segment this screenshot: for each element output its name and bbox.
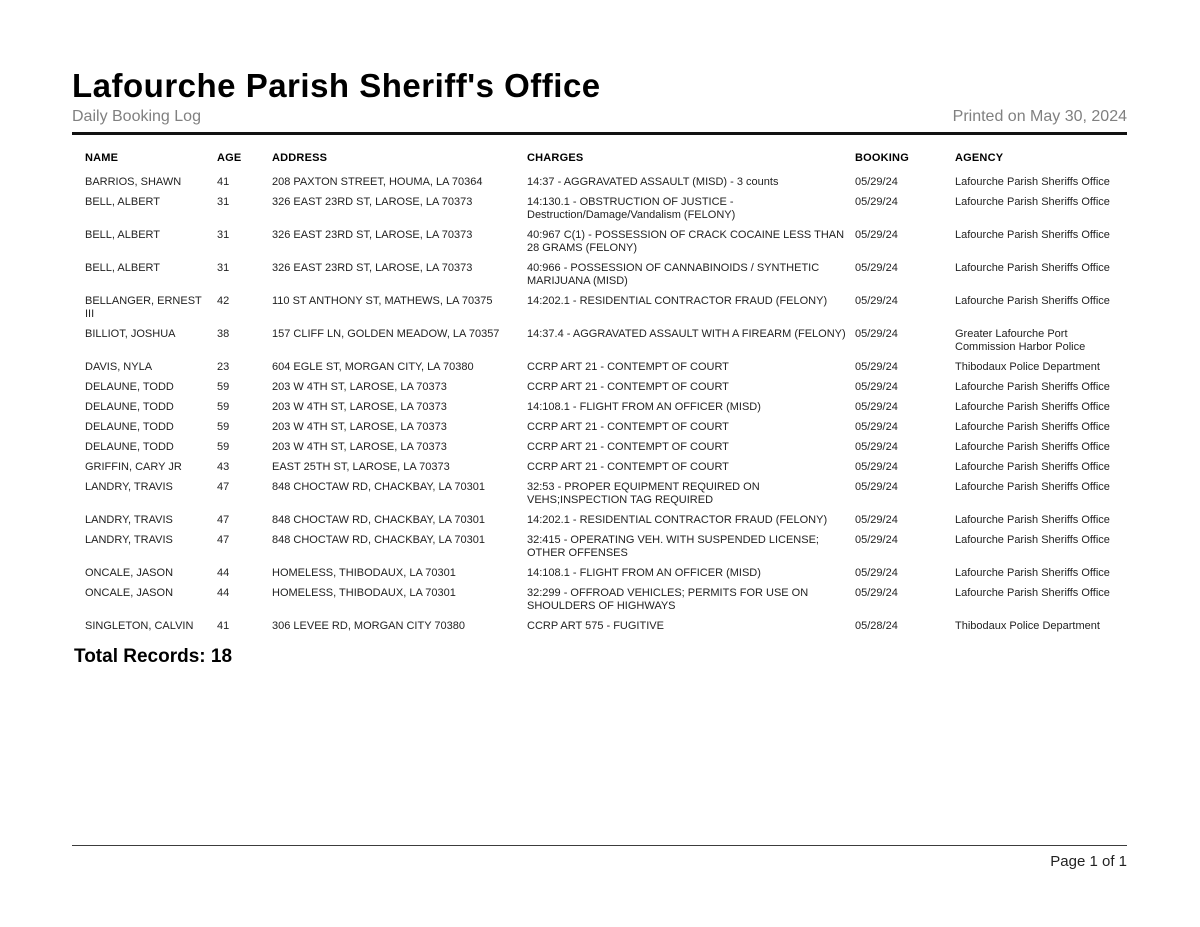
cell-address: 848 CHOCTAW RD, CHACKBAY, LA 70301 — [272, 481, 485, 494]
cell-booking: 05/29/24 — [855, 401, 898, 414]
cell-agency: Lafourche Parish Sheriffs Office — [955, 295, 1110, 308]
cell-name: BELL, ALBERT — [85, 229, 161, 242]
cell-agency: Thibodaux Police Department — [955, 361, 1100, 374]
cell-charges: CCRP ART 21 - CONTEMPT OF COURT — [527, 441, 729, 454]
cell-name: GRIFFIN, CARY JR — [85, 461, 182, 474]
cell-age: 59 — [217, 421, 230, 434]
cell-booking: 05/29/24 — [855, 421, 898, 434]
printed-date: Printed on May 30, 2024 — [952, 107, 1127, 125]
cell-age: 41 — [217, 176, 230, 189]
cell-charges: 14:37 - AGGRAVATED ASSAULT (MISD) - 3 counts — [527, 176, 779, 189]
column-header-agency: AGENCY — [955, 152, 1004, 165]
cell-agency: Lafourche Parish Sheriffs Office — [955, 381, 1110, 394]
cell-booking: 05/29/24 — [855, 587, 898, 600]
cell-charges: 40:967 C(1) - POSSESSION OF CRACK COCAINE LESS THAN 28 GRAMS (FELONY) — [527, 229, 845, 255]
page-footer — [72, 845, 1127, 870]
cell-address: 326 EAST 23RD ST, LAROSE, LA 70373 — [272, 262, 473, 275]
table-header-row — [72, 135, 1127, 173]
cell-agency: Lafourche Parish Sheriffs Office — [955, 421, 1110, 434]
cell-charges: 40:966 - POSSESSION OF CANNABINOIDS / SYNTHETIC MARIJUANA (MISD) — [527, 262, 820, 288]
table-row — [72, 292, 1127, 325]
cell-charges: 14:130.1 - OBSTRUCTION OF JUSTICE - Destruction/Damage/Vandalism (FELONY) — [527, 196, 736, 222]
cell-address: 203 W 4TH ST, LAROSE, LA 70373 — [272, 421, 447, 434]
cell-charges: CCRP ART 21 - CONTEMPT OF COURT — [527, 381, 729, 394]
cell-booking: 05/29/24 — [855, 229, 898, 242]
cell-agency: Lafourche Parish Sheriffs Office — [955, 401, 1110, 414]
cell-agency: Lafourche Parish Sheriffs Office — [955, 176, 1110, 189]
cell-agency: Lafourche Parish Sheriffs Office — [955, 196, 1110, 209]
cell-booking: 05/29/24 — [855, 361, 898, 374]
table-row — [72, 173, 1127, 193]
cell-age: 31 — [217, 196, 230, 209]
cell-name: SINGLETON, CALVIN — [85, 620, 194, 633]
cell-charges: 14:37.4 - AGGRAVATED ASSAULT WITH A FIREARM (FELONY) — [527, 328, 846, 341]
cell-address: 604 EGLE ST, MORGAN CITY, LA 70380 — [272, 361, 474, 374]
cell-charges: 32:299 - OFFROAD VEHICLES; PERMITS FOR USE ON SHOULDERS OF HIGHWAYS — [527, 587, 809, 613]
cell-address: 203 W 4TH ST, LAROSE, LA 70373 — [272, 381, 447, 394]
cell-charges: 32:415 - OPERATING VEH. WITH SUSPENDED LICENSE; OTHER OFFENSES — [527, 534, 819, 560]
column-header-name: NAME — [85, 152, 119, 165]
cell-charges: CCRP ART 21 - CONTEMPT OF COURT — [527, 461, 729, 474]
cell-age: 31 — [217, 262, 230, 275]
cell-booking: 05/29/24 — [855, 262, 898, 275]
table-row — [72, 418, 1127, 438]
cell-name: BILLIOT, JOSHUA — [85, 328, 176, 341]
cell-charges: 14:202.1 - RESIDENTIAL CONTRACTOR FRAUD (FELONY) — [527, 295, 828, 308]
cell-age: 44 — [217, 587, 230, 600]
cell-address: 848 CHOCTAW RD, CHACKBAY, LA 70301 — [272, 514, 485, 527]
cell-name: BELL, ALBERT — [85, 196, 161, 209]
subtitle-row — [72, 108, 1127, 133]
cell-booking: 05/29/24 — [855, 196, 898, 209]
cell-age: 59 — [217, 381, 230, 394]
cell-age: 44 — [217, 567, 230, 580]
cell-address: 157 CLIFF LN, GOLDEN MEADOW, LA 70357 — [272, 328, 500, 341]
cell-booking: 05/29/24 — [855, 441, 898, 454]
table-row — [72, 259, 1127, 292]
cell-agency: Greater Lafourche Port Commission Harbor Police — [955, 328, 1086, 354]
cell-charges: CCRP ART 575 - FUGITIVE — [527, 620, 664, 633]
table-row — [72, 378, 1127, 398]
cell-address: 848 CHOCTAW RD, CHACKBAY, LA 70301 — [272, 534, 485, 547]
cell-address: 208 PAXTON STREET, HOUMA, LA 70364 — [272, 176, 483, 189]
table-row — [72, 564, 1127, 584]
cell-age: 31 — [217, 229, 230, 242]
cell-booking: 05/29/24 — [855, 534, 898, 547]
cell-name: DELAUNE, TODD — [85, 421, 174, 434]
table-row — [72, 458, 1127, 478]
cell-agency: Lafourche Parish Sheriffs Office — [955, 441, 1110, 454]
cell-name: LANDRY, TRAVIS — [85, 481, 173, 494]
booking-table-body — [72, 173, 1127, 637]
cell-name: ONCALE, JASON — [85, 587, 174, 600]
cell-name: DELAUNE, TODD — [85, 441, 174, 454]
table-row — [72, 478, 1127, 511]
cell-name: LANDRY, TRAVIS — [85, 514, 173, 527]
cell-charges: 14:108.1 - FLIGHT FROM AN OFFICER (MISD) — [527, 567, 761, 580]
cell-charges: 14:202.1 - RESIDENTIAL CONTRACTOR FRAUD (FELONY) — [527, 514, 828, 527]
cell-age: 47 — [217, 481, 230, 494]
cell-address: 326 EAST 23RD ST, LAROSE, LA 70373 — [272, 196, 473, 209]
column-header-booking: BOOKING — [855, 152, 909, 165]
cell-name: BELL, ALBERT — [85, 262, 161, 275]
page-number: Page 1 of 1 — [1050, 853, 1127, 870]
cell-agency: Lafourche Parish Sheriffs Office — [955, 461, 1110, 474]
cell-booking: 05/29/24 — [855, 176, 898, 189]
cell-charges: CCRP ART 21 - CONTEMPT OF COURT — [527, 361, 729, 374]
table-row — [72, 511, 1127, 531]
cell-age: 47 — [217, 514, 230, 527]
table-row — [72, 584, 1127, 617]
cell-name: ONCALE, JASON — [85, 567, 174, 580]
cell-booking: 05/29/24 — [855, 461, 898, 474]
cell-address: 203 W 4TH ST, LAROSE, LA 70373 — [272, 441, 447, 454]
cell-booking: 05/29/24 — [855, 481, 898, 494]
cell-age: 59 — [217, 401, 230, 414]
page-title: Lafourche Parish Sheriff's Office — [72, 67, 601, 104]
cell-name: BELLANGER, ERNEST III — [85, 295, 202, 321]
table-row — [72, 325, 1127, 358]
cell-name: DELAUNE, TODD — [85, 401, 174, 414]
cell-name: BARRIOS, SHAWN — [85, 176, 182, 189]
table-row — [72, 398, 1127, 418]
table-row — [72, 531, 1127, 564]
cell-address: EAST 25TH ST, LAROSE, LA 70373 — [272, 461, 450, 474]
cell-agency: Lafourche Parish Sheriffs Office — [955, 534, 1110, 547]
cell-address: 326 EAST 23RD ST, LAROSE, LA 70373 — [272, 229, 473, 242]
column-header-charges: CHARGES — [527, 152, 584, 165]
cell-agency: Lafourche Parish Sheriffs Office — [955, 262, 1110, 275]
cell-address: HOMELESS, THIBODAUX, LA 70301 — [272, 587, 456, 600]
cell-age: 23 — [217, 361, 230, 374]
cell-booking: 05/28/24 — [855, 620, 898, 633]
cell-booking: 05/29/24 — [855, 567, 898, 580]
cell-name: LANDRY, TRAVIS — [85, 534, 173, 547]
cell-age: 42 — [217, 295, 230, 308]
cell-name: DELAUNE, TODD — [85, 381, 174, 394]
cell-charges: 32:53 - PROPER EQUIPMENT REQUIRED ON VEHS;INSPECTION TAG REQUIRED — [527, 481, 760, 507]
table-row — [72, 358, 1127, 378]
table-row — [72, 617, 1127, 637]
table-row — [72, 193, 1127, 226]
table-row — [72, 226, 1127, 259]
cell-age: 43 — [217, 461, 230, 474]
cell-booking: 05/29/24 — [855, 514, 898, 527]
document-subtitle: Daily Booking Log — [72, 107, 201, 125]
cell-address: HOMELESS, THIBODAUX, LA 70301 — [272, 567, 456, 580]
cell-age: 41 — [217, 620, 230, 633]
cell-age: 59 — [217, 441, 230, 454]
booking-table — [72, 135, 1127, 637]
cell-charges: CCRP ART 21 - CONTEMPT OF COURT — [527, 421, 729, 434]
cell-agency: Thibodaux Police Department — [955, 620, 1100, 633]
cell-agency: Lafourche Parish Sheriffs Office — [955, 587, 1110, 600]
cell-agency: Lafourche Parish Sheriffs Office — [955, 229, 1110, 242]
column-header-address: ADDRESS — [272, 152, 328, 165]
cell-agency: Lafourche Parish Sheriffs Office — [955, 481, 1110, 494]
cell-booking: 05/29/24 — [855, 328, 898, 341]
cell-charges: 14:108.1 - FLIGHT FROM AN OFFICER (MISD) — [527, 401, 761, 414]
table-row — [72, 438, 1127, 458]
cell-age: 47 — [217, 534, 230, 547]
cell-booking: 05/29/24 — [855, 295, 898, 308]
cell-address: 110 ST ANTHONY ST, MATHEWS, LA 70375 — [272, 295, 493, 308]
cell-agency: Lafourche Parish Sheriffs Office — [955, 514, 1110, 527]
cell-address: 306 LEVEE RD, MORGAN CITY 70380 — [272, 620, 465, 633]
cell-booking: 05/29/24 — [855, 381, 898, 394]
cell-age: 38 — [217, 328, 230, 341]
cell-address: 203 W 4TH ST, LAROSE, LA 70373 — [272, 401, 447, 414]
total-records: Total Records: 18 — [74, 646, 233, 668]
cell-agency: Lafourche Parish Sheriffs Office — [955, 567, 1110, 580]
column-header-age: AGE — [217, 152, 242, 165]
cell-name: DAVIS, NYLA — [85, 361, 153, 374]
